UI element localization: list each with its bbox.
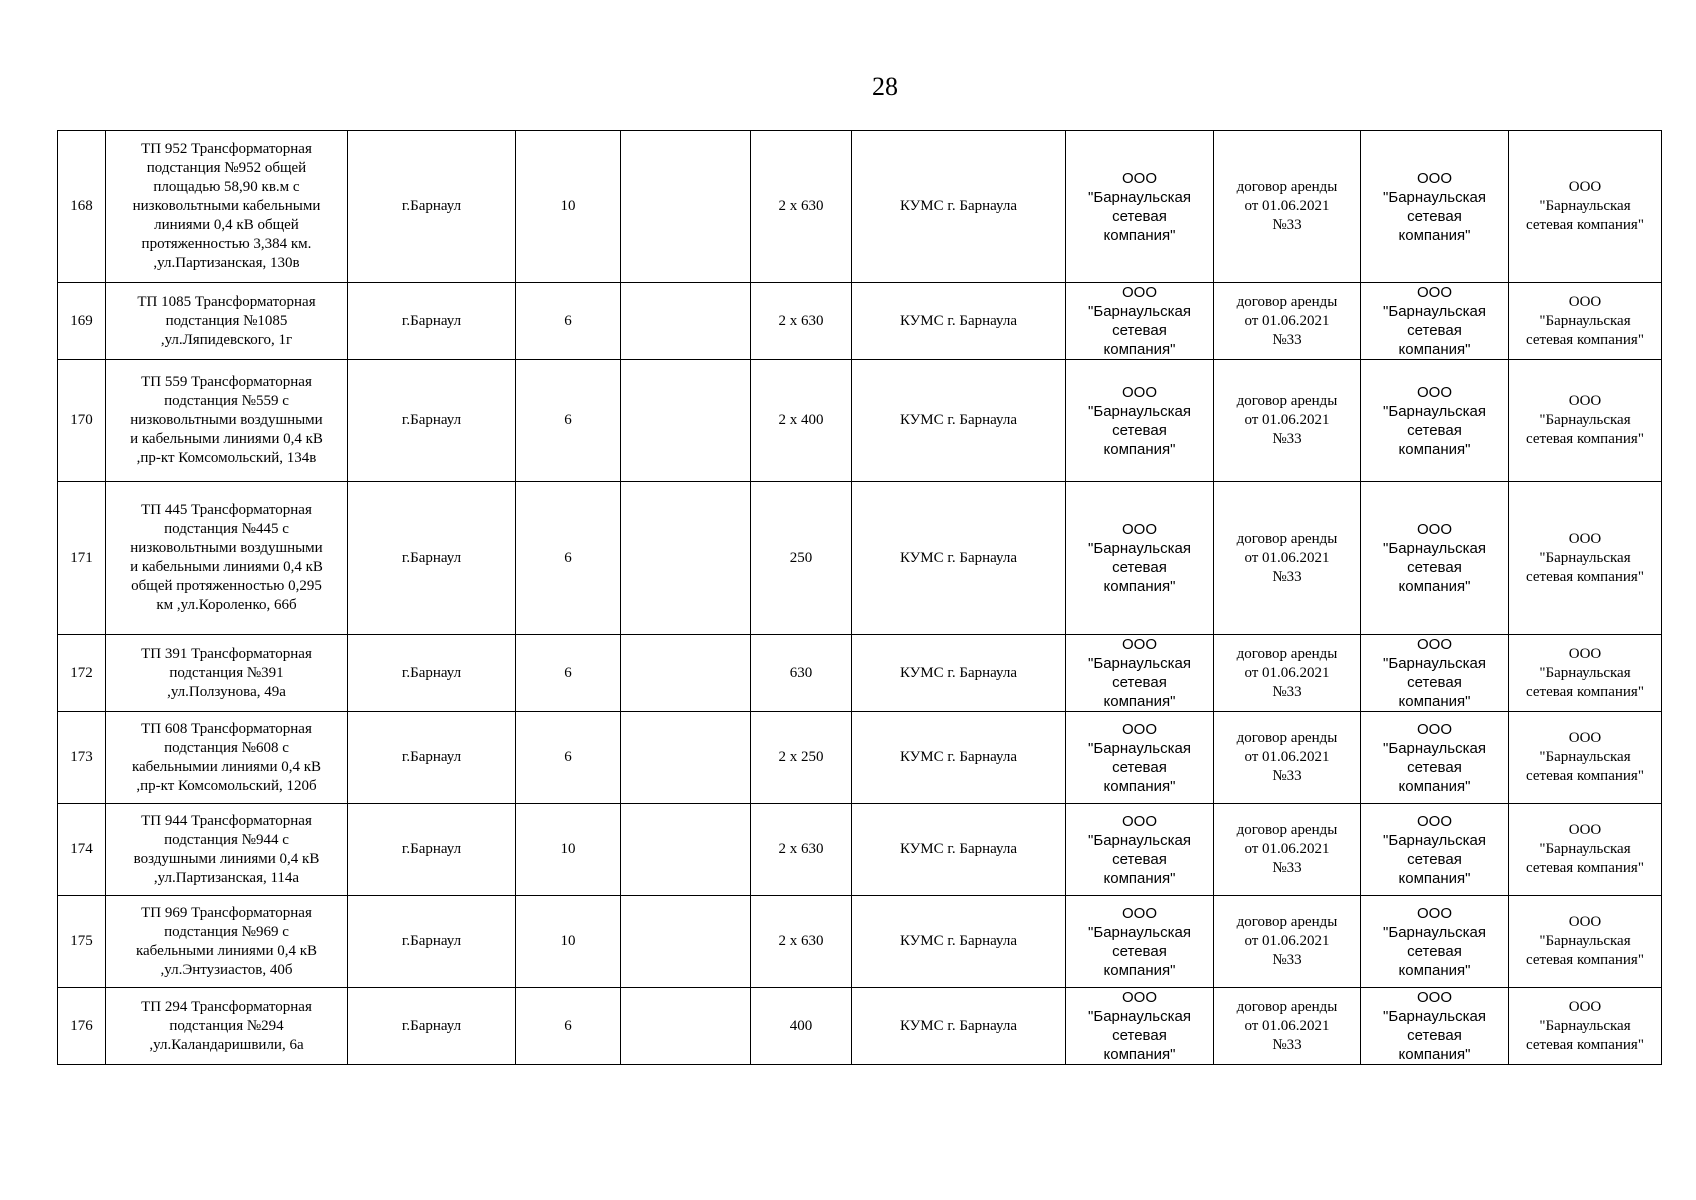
contract-cell bbox=[1214, 131, 1361, 283]
table-row bbox=[58, 360, 1662, 482]
voltage-cell: 6 bbox=[516, 712, 621, 804]
contract-cell-line: №33 bbox=[1272, 952, 1302, 968]
organization-cell bbox=[1509, 635, 1662, 712]
operator-cell bbox=[1361, 988, 1509, 1065]
city-cell: г.Барнаул bbox=[348, 482, 516, 635]
operator-cell-line: компания" bbox=[1398, 961, 1471, 979]
contract-cell-line: договор аренды bbox=[1236, 998, 1338, 1015]
holder-cell-line: ООО bbox=[1121, 720, 1157, 738]
city-cell: г.Барнаул bbox=[348, 804, 516, 896]
contract-cell-line: №33 bbox=[1272, 860, 1302, 876]
holder-cell-line: сетевая bbox=[1112, 322, 1167, 339]
holder-cell-line: компания" bbox=[1103, 226, 1176, 244]
operator-cell-line: компания" bbox=[1398, 777, 1471, 795]
operator-cell-line: компания" bbox=[1398, 440, 1471, 458]
contract-cell bbox=[1214, 712, 1361, 804]
holder-cell-line: компания" bbox=[1103, 777, 1176, 795]
owner-cell: КУМС г. Барнаула bbox=[852, 804, 1066, 896]
table-row bbox=[58, 283, 1662, 360]
city-cell: г.Барнаул bbox=[348, 283, 516, 360]
object-name-cell-line: ,ул.Ползунова, 49а bbox=[167, 683, 286, 700]
voltage-cell: 6 bbox=[516, 482, 621, 635]
object-name-cell-line: протяженностью 3,384 км. bbox=[141, 236, 312, 252]
holder-cell-line: сетевая bbox=[1112, 421, 1167, 439]
operator-cell-line: ООО bbox=[1416, 989, 1452, 1006]
object-name-cell-line: ТП 1085 Трансформаторная bbox=[137, 293, 316, 310]
operator-cell-line: "Барнаульская bbox=[1383, 188, 1486, 206]
owner-cell: КУМС г. Барнаула bbox=[852, 635, 1066, 712]
city-cell: г.Барнаул bbox=[348, 131, 516, 283]
city-cell: г.Барнаул bbox=[348, 988, 516, 1065]
contract-cell-line: договор аренды bbox=[1236, 730, 1338, 746]
contract-cell-line: от 01.06.2021 bbox=[1244, 412, 1330, 428]
transformer-power-cell: 630 bbox=[751, 635, 852, 712]
owner-cell: КУМС г. Барнаула bbox=[852, 712, 1066, 804]
organization-cell bbox=[1509, 712, 1662, 804]
table-row bbox=[58, 988, 1662, 1065]
transformer-power-cell: 250 bbox=[751, 482, 852, 635]
object-name-cell-line: подстанция №952 общей bbox=[146, 160, 307, 176]
organization-cell-line: "Барнаульская bbox=[1539, 549, 1631, 566]
object-name-cell-line: площадью 58,90 кв.м с bbox=[153, 179, 300, 195]
empty-cell bbox=[621, 131, 751, 283]
object-name-cell-line: подстанция №559 с bbox=[164, 393, 289, 409]
organization-cell-line: ООО bbox=[1568, 530, 1602, 547]
object-name-cell-line: ТП 944 Трансформаторная bbox=[141, 812, 312, 829]
contract-cell-line: договор аренды bbox=[1236, 530, 1338, 547]
contract-cell-line: договор аренды bbox=[1236, 179, 1338, 195]
contract-cell-line: от 01.06.2021 bbox=[1244, 841, 1330, 857]
table-row bbox=[58, 712, 1662, 804]
holder-cell-line: компания" bbox=[1103, 440, 1176, 458]
holder-cell-line: сетевая bbox=[1112, 942, 1167, 960]
owner-cell: КУМС г. Барнаула bbox=[852, 131, 1066, 283]
operator-cell bbox=[1361, 712, 1509, 804]
object-name-cell-line: ,пр-кт Комсомольский, 120б bbox=[136, 777, 317, 794]
holder-cell-line: ООО bbox=[1121, 169, 1157, 187]
transformer-power-cell: 400 bbox=[751, 988, 852, 1065]
object-name-cell-line: ТП 559 Трансформаторная bbox=[141, 374, 312, 390]
empty-cell bbox=[621, 283, 751, 360]
operator-cell-line: сетевая bbox=[1407, 322, 1462, 339]
contract-cell-line: от 01.06.2021 bbox=[1244, 1017, 1330, 1034]
voltage-cell: 6 bbox=[516, 360, 621, 482]
holder-cell-line: компания" bbox=[1103, 961, 1176, 979]
contract-cell-line: №33 bbox=[1272, 431, 1302, 447]
contract-cell-line: от 01.06.2021 bbox=[1244, 749, 1330, 765]
contract-cell-line: от 01.06.2021 bbox=[1244, 664, 1330, 681]
contract-cell bbox=[1214, 804, 1361, 896]
operator-cell-line: ООО bbox=[1416, 284, 1452, 301]
contract-cell bbox=[1214, 635, 1361, 712]
holder-cell-line: "Барнаульская bbox=[1088, 831, 1191, 849]
object-name-cell bbox=[106, 804, 348, 896]
contract-cell-line: №33 bbox=[1272, 568, 1302, 585]
empty-cell bbox=[621, 360, 751, 482]
object-name-cell-line: подстанция №969 с bbox=[164, 923, 289, 940]
organization-cell-line: "Барнаульская bbox=[1539, 198, 1631, 214]
operator-cell-line: компания" bbox=[1398, 869, 1471, 887]
holder-cell-line: сетевая bbox=[1112, 850, 1167, 868]
contract-cell-line: от 01.06.2021 bbox=[1244, 933, 1330, 949]
operator-cell-line: ООО bbox=[1416, 383, 1452, 401]
holder-cell-line: компания" bbox=[1103, 693, 1176, 710]
organization-cell-line: ООО bbox=[1568, 730, 1602, 746]
owner-cell: КУМС г. Барнаула bbox=[852, 283, 1066, 360]
object-name-cell-line: низковольтными кабельными bbox=[132, 198, 321, 214]
contract-cell-line: договор аренды bbox=[1236, 822, 1338, 838]
contract-cell-line: договор аренды bbox=[1236, 293, 1338, 310]
organization-cell bbox=[1509, 804, 1662, 896]
contract-cell bbox=[1214, 988, 1361, 1065]
object-name-cell-line: воздушными линиями 0,4 кВ bbox=[133, 850, 320, 867]
holder-cell-line: компания" bbox=[1103, 869, 1176, 887]
object-name-cell bbox=[106, 712, 348, 804]
city-cell: г.Барнаул bbox=[348, 635, 516, 712]
row-number-cell: 174 bbox=[58, 804, 106, 896]
object-name-cell-line: подстанция №608 с bbox=[164, 739, 289, 756]
operator-cell-line: "Барнаульская bbox=[1383, 923, 1486, 941]
contract-cell-line: №33 bbox=[1272, 331, 1302, 348]
organization-cell-line: ООО bbox=[1568, 645, 1602, 662]
holder-cell-line: "Барнаульская bbox=[1088, 923, 1191, 941]
holder-cell bbox=[1066, 896, 1214, 988]
organization-cell bbox=[1509, 988, 1662, 1065]
contract-cell-line: №33 bbox=[1272, 683, 1302, 700]
operator-cell-line: "Барнаульская bbox=[1383, 402, 1486, 420]
operator-cell-line: сетевая bbox=[1407, 421, 1462, 439]
organization-cell bbox=[1509, 283, 1662, 360]
organization-cell-line: "Барнаульская bbox=[1539, 749, 1631, 765]
table-row bbox=[58, 635, 1662, 712]
holder-cell-line: "Барнаульская bbox=[1088, 655, 1191, 672]
organization-cell-line: сетевая компания" bbox=[1526, 952, 1644, 968]
organization-cell-line: сетевая компания" bbox=[1526, 568, 1644, 585]
object-name-cell-line: ТП 391 Трансформаторная bbox=[141, 645, 312, 662]
voltage-cell: 6 bbox=[516, 635, 621, 712]
operator-cell-line: "Барнаульская bbox=[1383, 1008, 1486, 1025]
organization-cell-line: сетевая компания" bbox=[1526, 683, 1644, 700]
operator-cell-line: сетевая bbox=[1407, 758, 1462, 776]
object-name-cell-line: подстанция №944 с bbox=[164, 831, 289, 848]
row-number-cell: 175 bbox=[58, 896, 106, 988]
organization-cell-line: сетевая компания" bbox=[1526, 860, 1644, 876]
organization-cell-line: "Барнаульская bbox=[1539, 933, 1631, 949]
object-name-cell-line: ТП 952 Трансформаторная bbox=[141, 141, 312, 157]
organization-cell-line: сетевая компания" bbox=[1526, 217, 1644, 233]
organization-cell-line: сетевая компания" bbox=[1526, 331, 1644, 348]
transformer-power-cell: 2 х 630 bbox=[751, 896, 852, 988]
operator-cell-line: ООО bbox=[1416, 636, 1452, 653]
operator-cell bbox=[1361, 804, 1509, 896]
holder-cell bbox=[1066, 283, 1214, 360]
holder-cell-line: "Барнаульская bbox=[1088, 739, 1191, 757]
holder-cell bbox=[1066, 988, 1214, 1065]
object-name-cell-line: и кабельными линиями 0,4 кВ bbox=[130, 431, 323, 447]
object-name-cell-line: подстанция №294 bbox=[169, 1017, 284, 1034]
object-name-cell-line: ,ул.Каландаришвили, 6а bbox=[149, 1036, 304, 1053]
contract-cell-line: от 01.06.2021 bbox=[1244, 312, 1330, 329]
contract-cell bbox=[1214, 482, 1361, 635]
operator-cell bbox=[1361, 896, 1509, 988]
organization-cell-line: сетевая компания" bbox=[1526, 768, 1644, 784]
operator-cell-line: "Барнаульская bbox=[1383, 739, 1486, 757]
operator-cell-line: сетевая bbox=[1407, 850, 1462, 868]
page-number: 28 bbox=[872, 72, 898, 101]
holder-cell-line: сетевая bbox=[1112, 758, 1167, 776]
object-name-cell-line: подстанция №391 bbox=[169, 664, 284, 681]
table-row bbox=[58, 131, 1662, 283]
contract-cell-line: договор аренды bbox=[1236, 393, 1338, 409]
row-number-cell: 172 bbox=[58, 635, 106, 712]
organization-cell-line: "Барнаульская bbox=[1539, 841, 1631, 857]
object-name-cell-line: и кабельными линиями 0,4 кВ bbox=[130, 559, 323, 575]
holder-cell-line: "Барнаульская bbox=[1088, 1008, 1191, 1025]
organization-cell-line: "Барнаульская bbox=[1539, 312, 1631, 329]
contract-cell-line: договор аренды bbox=[1236, 914, 1338, 930]
contract-cell-line: №33 bbox=[1272, 217, 1302, 233]
holder-cell bbox=[1066, 712, 1214, 804]
empty-cell bbox=[621, 712, 751, 804]
organization-cell bbox=[1509, 360, 1662, 482]
organization-cell bbox=[1509, 482, 1662, 635]
operator-cell-line: ООО bbox=[1416, 904, 1452, 922]
organization-cell-line: ООО bbox=[1568, 393, 1602, 409]
object-name-cell-line: ТП 608 Трансформаторная bbox=[141, 720, 312, 737]
organization-cell-line: ООО bbox=[1568, 179, 1602, 195]
holder-cell-line: сетевая bbox=[1112, 1027, 1167, 1044]
object-name-cell bbox=[106, 131, 348, 283]
holder-cell-line: ООО bbox=[1121, 812, 1157, 830]
object-name-cell-line: кабельными линиями 0,4 кВ bbox=[135, 942, 318, 959]
holder-cell-line: "Барнаульская bbox=[1088, 303, 1191, 320]
table-body bbox=[58, 131, 1662, 1065]
row-number-cell: 176 bbox=[58, 988, 106, 1065]
holder-cell-line: "Барнаульская bbox=[1088, 402, 1191, 420]
property-registry-table bbox=[57, 130, 1662, 1065]
holder-cell-line: "Барнаульская bbox=[1088, 188, 1191, 206]
holder-cell-line: ООО bbox=[1121, 383, 1157, 401]
owner-cell: КУМС г. Барнаула bbox=[852, 896, 1066, 988]
row-number-cell: 171 bbox=[58, 482, 106, 635]
operator-cell bbox=[1361, 131, 1509, 283]
operator-cell-line: "Барнаульская bbox=[1383, 655, 1486, 672]
holder-cell-line: сетевая bbox=[1112, 674, 1167, 691]
operator-cell-line: сетевая bbox=[1407, 559, 1462, 576]
operator-cell-line: сетевая bbox=[1407, 942, 1462, 960]
holder-cell bbox=[1066, 131, 1214, 283]
organization-cell-line: сетевая компания" bbox=[1526, 1036, 1644, 1053]
organization-cell-line: "Барнаульская bbox=[1539, 412, 1631, 428]
organization-cell-line: ООО bbox=[1568, 914, 1602, 930]
owner-cell: КУМС г. Барнаула bbox=[852, 482, 1066, 635]
object-name-cell-line: ТП 294 Трансформаторная bbox=[141, 998, 312, 1015]
object-name-cell-line: низковольтными воздушными bbox=[130, 540, 323, 556]
transformer-power-cell: 2 х 630 bbox=[751, 804, 852, 896]
operator-cell bbox=[1361, 283, 1509, 360]
contract-cell-line: договор аренды bbox=[1236, 645, 1338, 662]
object-name-cell-line: линиями 0,4 кВ общей bbox=[154, 217, 299, 233]
table-row bbox=[58, 804, 1662, 896]
holder-cell-line: ООО bbox=[1121, 904, 1157, 922]
owner-cell: КУМС г. Барнаула bbox=[852, 988, 1066, 1065]
transformer-power-cell: 2 х 250 bbox=[751, 712, 852, 804]
object-name-cell bbox=[106, 283, 348, 360]
object-name-cell-line: ,ул.Партизанская, 114а bbox=[153, 869, 300, 886]
holder-cell-line: "Барнаульская bbox=[1088, 540, 1191, 557]
voltage-cell: 6 bbox=[516, 988, 621, 1065]
city-cell: г.Барнаул bbox=[348, 360, 516, 482]
operator-cell bbox=[1361, 482, 1509, 635]
holder-cell-line: компания" bbox=[1103, 1046, 1176, 1063]
object-name-cell-line: км ,ул.Короленко, 66б bbox=[156, 597, 297, 613]
object-name-cell-line: ,ул.Энтузиастов, 40б bbox=[160, 961, 293, 978]
organization-cell bbox=[1509, 896, 1662, 988]
operator-cell-line: ООО bbox=[1416, 169, 1452, 187]
operator-cell-line: компания" bbox=[1398, 1046, 1471, 1063]
city-cell: г.Барнаул bbox=[348, 896, 516, 988]
empty-cell bbox=[621, 482, 751, 635]
organization-cell-line: ООО bbox=[1568, 822, 1602, 838]
object-name-cell-line: подстанция №445 с bbox=[164, 521, 289, 537]
object-name-cell-line: ,ул.Ляпидевского, 1г bbox=[160, 331, 293, 348]
voltage-cell: 10 bbox=[516, 131, 621, 283]
operator-cell-line: компания" bbox=[1398, 693, 1471, 710]
object-name-cell-line: ТП 445 Трансформаторная bbox=[141, 502, 312, 518]
object-name-cell bbox=[106, 360, 348, 482]
operator-cell-line: компания" bbox=[1398, 578, 1471, 595]
holder-cell bbox=[1066, 360, 1214, 482]
object-name-cell bbox=[106, 482, 348, 635]
contract-cell bbox=[1214, 283, 1361, 360]
holder-cell-line: сетевая bbox=[1112, 559, 1167, 576]
operator-cell-line: компания" bbox=[1398, 341, 1471, 358]
object-name-cell bbox=[106, 896, 348, 988]
contract-cell bbox=[1214, 896, 1361, 988]
object-name-cell-line: ,ул.Партизанская, 130в bbox=[153, 255, 300, 271]
empty-cell bbox=[621, 804, 751, 896]
operator-cell-line: сетевая bbox=[1407, 207, 1462, 225]
object-name-cell-line: кабельнымии линиями 0,4 кВ bbox=[131, 758, 322, 775]
holder-cell-line: ООО bbox=[1121, 521, 1157, 538]
table-row bbox=[58, 482, 1662, 635]
object-name-cell bbox=[106, 635, 348, 712]
operator-cell-line: "Барнаульская bbox=[1383, 831, 1486, 849]
holder-cell-line: компания" bbox=[1103, 578, 1176, 595]
operator-cell-line: сетевая bbox=[1407, 1027, 1462, 1044]
organization-cell bbox=[1509, 131, 1662, 283]
transformer-power-cell: 2 х 630 bbox=[751, 283, 852, 360]
row-number-cell: 170 bbox=[58, 360, 106, 482]
operator-cell-line: ООО bbox=[1416, 812, 1452, 830]
organization-cell-line: ООО bbox=[1568, 293, 1602, 310]
holder-cell-line: компания" bbox=[1103, 341, 1176, 358]
holder-cell-line: сетевая bbox=[1112, 207, 1167, 225]
holder-cell bbox=[1066, 635, 1214, 712]
contract-cell-line: от 01.06.2021 bbox=[1244, 549, 1330, 566]
object-name-cell-line: подстанция №1085 bbox=[165, 312, 288, 329]
organization-cell-line: ООО bbox=[1568, 998, 1602, 1015]
operator-cell-line: компания" bbox=[1398, 226, 1471, 244]
operator-cell-line: "Барнаульская bbox=[1383, 303, 1486, 320]
organization-cell-line: "Барнаульская bbox=[1539, 1017, 1631, 1034]
empty-cell bbox=[621, 635, 751, 712]
contract-cell bbox=[1214, 360, 1361, 482]
object-name-cell-line: ,пр-кт Комсомольский, 134в bbox=[136, 450, 317, 466]
empty-cell bbox=[621, 988, 751, 1065]
contract-cell-line: от 01.06.2021 bbox=[1244, 198, 1330, 214]
row-number-cell: 168 bbox=[58, 131, 106, 283]
object-name-cell-line: ТП 969 Трансформаторная bbox=[141, 904, 312, 921]
object-name-cell-line: низковольтными воздушными bbox=[130, 412, 323, 428]
holder-cell-line: ООО bbox=[1121, 989, 1157, 1006]
operator-cell-line: ООО bbox=[1416, 521, 1452, 538]
operator-cell bbox=[1361, 360, 1509, 482]
operator-cell-line: ООО bbox=[1416, 720, 1452, 738]
holder-cell bbox=[1066, 804, 1214, 896]
contract-cell-line: №33 bbox=[1272, 768, 1302, 784]
city-cell: г.Барнаул bbox=[348, 712, 516, 804]
transformer-power-cell: 2 х 400 bbox=[751, 360, 852, 482]
contract-cell-line: №33 bbox=[1272, 1036, 1302, 1053]
object-name-cell bbox=[106, 988, 348, 1065]
holder-cell-line: ООО bbox=[1121, 636, 1157, 653]
organization-cell-line: "Барнаульская bbox=[1539, 664, 1631, 681]
holder-cell bbox=[1066, 482, 1214, 635]
table-row bbox=[58, 896, 1662, 988]
row-number-cell: 169 bbox=[58, 283, 106, 360]
row-number-cell: 173 bbox=[58, 712, 106, 804]
operator-cell-line: сетевая bbox=[1407, 674, 1462, 691]
voltage-cell: 10 bbox=[516, 804, 621, 896]
owner-cell: КУМС г. Барнаула bbox=[852, 360, 1066, 482]
operator-cell-line: "Барнаульская bbox=[1383, 540, 1486, 557]
voltage-cell: 6 bbox=[516, 283, 621, 360]
empty-cell bbox=[621, 896, 751, 988]
organization-cell-line: сетевая компания" bbox=[1526, 431, 1644, 447]
holder-cell-line: ООО bbox=[1121, 284, 1157, 301]
transformer-power-cell: 2 х 630 bbox=[751, 131, 852, 283]
operator-cell bbox=[1361, 635, 1509, 712]
voltage-cell: 10 bbox=[516, 896, 621, 988]
object-name-cell-line: общей протяженностью 0,295 bbox=[131, 578, 322, 594]
